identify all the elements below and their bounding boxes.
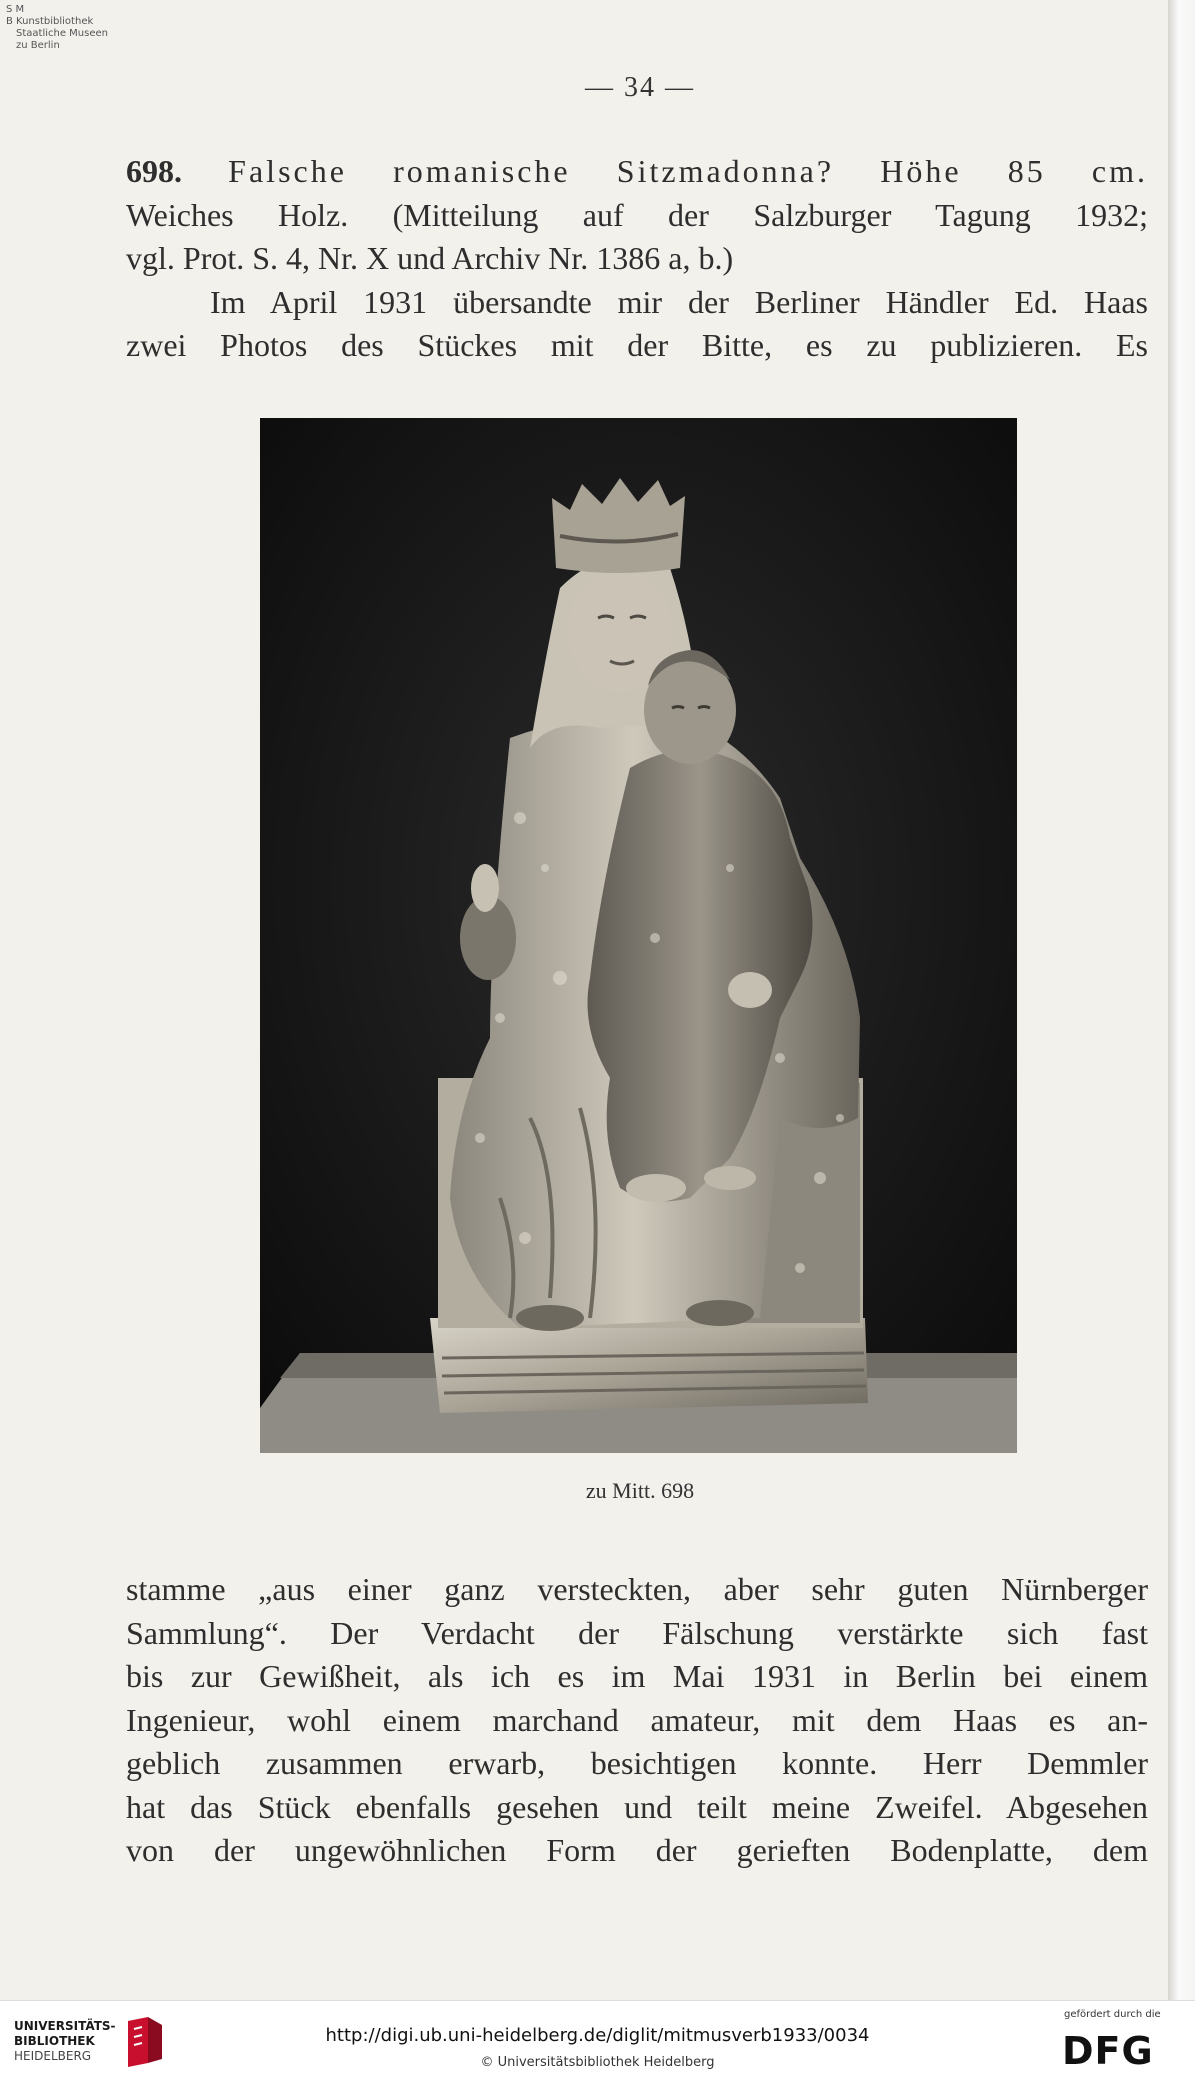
funder-note: gefördert durch die bbox=[1064, 2009, 1161, 2020]
viewer-footer bbox=[0, 2000, 1195, 2085]
madonna-photograph bbox=[260, 418, 1017, 1453]
text-line: zwei Photos des Stückes mit der Bitte, es zu publizieren. Es bbox=[126, 327, 1148, 363]
logo-line: BIBLIOTHEK bbox=[14, 2034, 95, 2048]
text-line: Im April 1931 übersandte mir der Berliner Händler Ed. Haas bbox=[210, 283, 1148, 320]
text-line: vgl. Prot. S. 4, Nr. X und Archiv Nr. 1386 a, b.) bbox=[126, 240, 734, 276]
text-line: hat das Stück ebenfalls gesehen und teilt meine Zweifel. Abgesehen bbox=[126, 1788, 1148, 1825]
figure-caption: zu Mitt. 698 bbox=[585, 1478, 695, 1503]
stamp-line: B Kunstbibliothek bbox=[6, 16, 94, 27]
stamp-line: S M bbox=[6, 4, 25, 15]
text-line: geblich zusammen erwarb, besichtigen konnte. Herr Demmler bbox=[126, 1745, 1148, 1781]
logo-line: HEIDELBERG bbox=[14, 2049, 92, 2063]
text-line: von der ungewöhnlichen Form der gerieften Bodenplatte, dem bbox=[126, 1832, 1148, 1868]
entry-title: Falsche romanische Sitzmadonna? Höhe 85 cm. bbox=[182, 153, 1148, 189]
dfg-logo[interactable]: DFG bbox=[1062, 2029, 1154, 2073]
text-line: stamme „aus einer ganz versteckten, aber sehr guten Nürnberger bbox=[126, 1571, 1148, 1607]
entry-number: 698. bbox=[126, 153, 182, 189]
page-number: — 34 — bbox=[585, 72, 695, 103]
library-stamp bbox=[6, 4, 108, 52]
permalink-url[interactable]: http://digi.ub.uni-heidelberg.de/diglit/mitmusverb1933/0034 bbox=[325, 2025, 870, 2046]
logo-line: UNIVERSITÄTS- bbox=[14, 2019, 116, 2033]
continuation-text bbox=[126, 1568, 1148, 1873]
page-edge bbox=[1168, 0, 1195, 2000]
text-line: Ingenieur, wohl einem marchand amateur, mit dem Haas es an- bbox=[126, 1701, 1148, 1738]
copyright-notice: © Universitätsbibliothek Heidelberg bbox=[480, 2055, 715, 2070]
stamp-line: zu Berlin bbox=[16, 40, 60, 51]
text-line: Weiches Holz. (Mitteilung auf der Salzburger Tagung 1932; bbox=[126, 196, 1148, 233]
text-line bbox=[126, 150, 1148, 194]
stamp-line: Staatliche Museen bbox=[16, 28, 108, 39]
text-line: bis zur Gewißheit, als ich es im Mai 1931 in Berlin bei einem bbox=[126, 1658, 1148, 1694]
entry-text bbox=[126, 150, 1148, 368]
text-line: Sammlung“. Der Verdacht der Fälschung verstärkte sich fast bbox=[126, 1614, 1148, 1651]
